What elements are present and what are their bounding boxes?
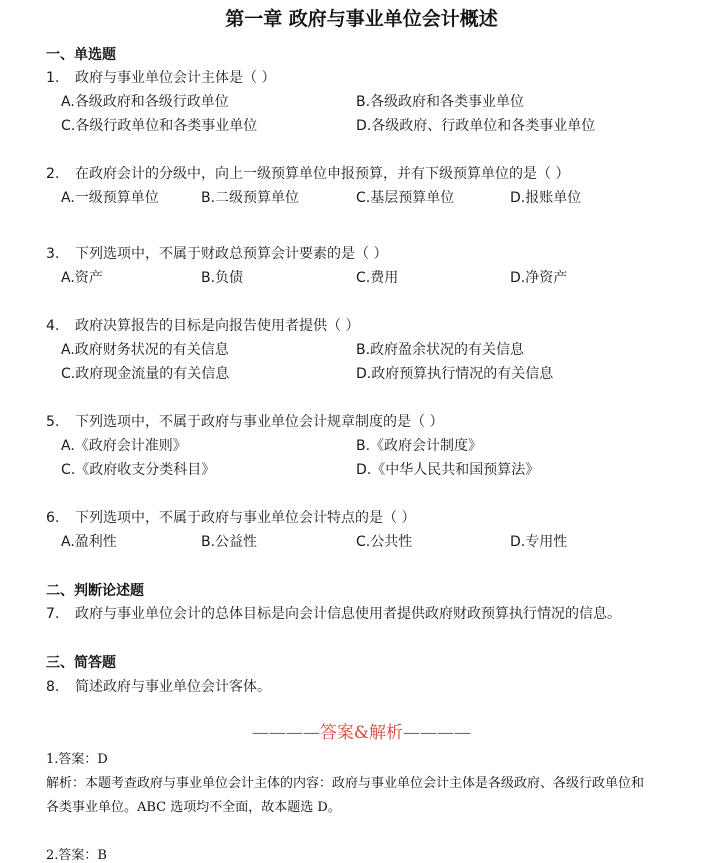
question-number: 2. [46,166,60,182]
question-text: 政府与事业单位会计主体是（ ） [75,70,276,86]
option-3c: C.费用 [356,270,399,286]
question-text: 下列选项中，不属于财政总预算会计要素的是（ ） [75,246,388,262]
question-1 [46,67,275,87]
option-4a: A.政府财务状况的有关信息 [61,342,229,358]
option-1a: A.各级政府和各级行政单位 [61,94,229,110]
question-2 [46,163,569,183]
question-text: 在政府会计的分级中，向上一级预算单位申报预算，并有下级预算单位的是（ ） [75,166,570,182]
section-heading-judgement: 二、判断论述题 [46,583,144,599]
question-4 [46,315,359,335]
answers-divider: ————答案&解析———— [251,723,472,743]
question-6 [46,507,415,527]
option-2a: A.一级预算单位 [61,190,159,206]
option-5c: C.《政府收支分类科目》 [61,462,216,478]
option-1d: D.各级政府、行政单位和各类事业单位 [356,118,596,134]
question-text: 政府与事业单位会计的总体目标是向会计信息使用者提供政府财政预算执行情况的信息。 [75,606,621,622]
section-heading-short-answer: 三、简答题 [46,655,116,671]
option-2d: D.报账单位 [510,190,582,206]
option-6c: C.公共性 [356,534,413,550]
option-6a: A.盈利性 [61,534,117,550]
option-2c: C.基层预算单位 [356,190,455,206]
question-number: 1. [46,70,60,86]
section-heading-single-choice: 一、单选题 [46,47,116,63]
question-5 [46,411,443,431]
answer-2-label: 2.答案：B [46,848,107,863]
option-5b: B.《政府会计制度》 [356,438,483,454]
question-number: 6. [46,510,60,526]
question-3 [46,243,387,263]
option-4d: D.政府预算执行情况的有关信息 [356,366,554,382]
option-1b: B.各级政府和各类事业单位 [356,94,525,110]
answer-1-label: 1.答案：D [46,752,108,767]
option-6b: B.公益性 [201,534,258,550]
question-text: 简述政府与事业单位会计客体。 [75,679,271,695]
option-5d: D.《中华人民共和国预算法》 [356,462,540,478]
question-text: 政府决算报告的目标是向报告使用者提供（ ） [75,318,360,334]
answer-1-analysis-line-2: 各类事业单位。ABC 选项均不全面，故本题选 D。 [46,800,341,815]
question-7 [46,603,621,623]
option-1c: C.各级行政单位和各类事业单位 [61,118,258,134]
option-2b: B.二级预算单位 [201,190,300,206]
option-5a: A.《政府会计准则》 [61,438,187,454]
question-number: 3. [46,246,60,262]
question-number: 8. [46,679,60,695]
page-title: 第一章 政府与事业单位会计概述 [225,8,498,30]
answer-1-analysis-line-1: 解析：本题考查政府与事业单位会计主体的内容：政府与事业单位会计主体是各级政府、各级行政单位和 [46,776,645,791]
option-6d: D.专用性 [510,534,568,550]
option-4b: B.政府盈余状况的有关信息 [356,342,525,358]
question-text: 下列选项中，不属于政府与事业单位会计规章制度的是（ ） [75,414,444,430]
question-number: 4. [46,318,60,334]
option-3d: D.净资产 [510,270,568,286]
question-8 [46,676,271,696]
question-number: 7. [46,606,60,622]
question-text: 下列选项中，不属于政府与事业单位会计特点的是（ ） [75,510,416,526]
option-4c: C.政府现金流量的有关信息 [61,366,230,382]
option-3b: B.负债 [201,270,244,286]
option-3a: A.资产 [61,270,103,286]
question-number: 5. [46,414,60,430]
